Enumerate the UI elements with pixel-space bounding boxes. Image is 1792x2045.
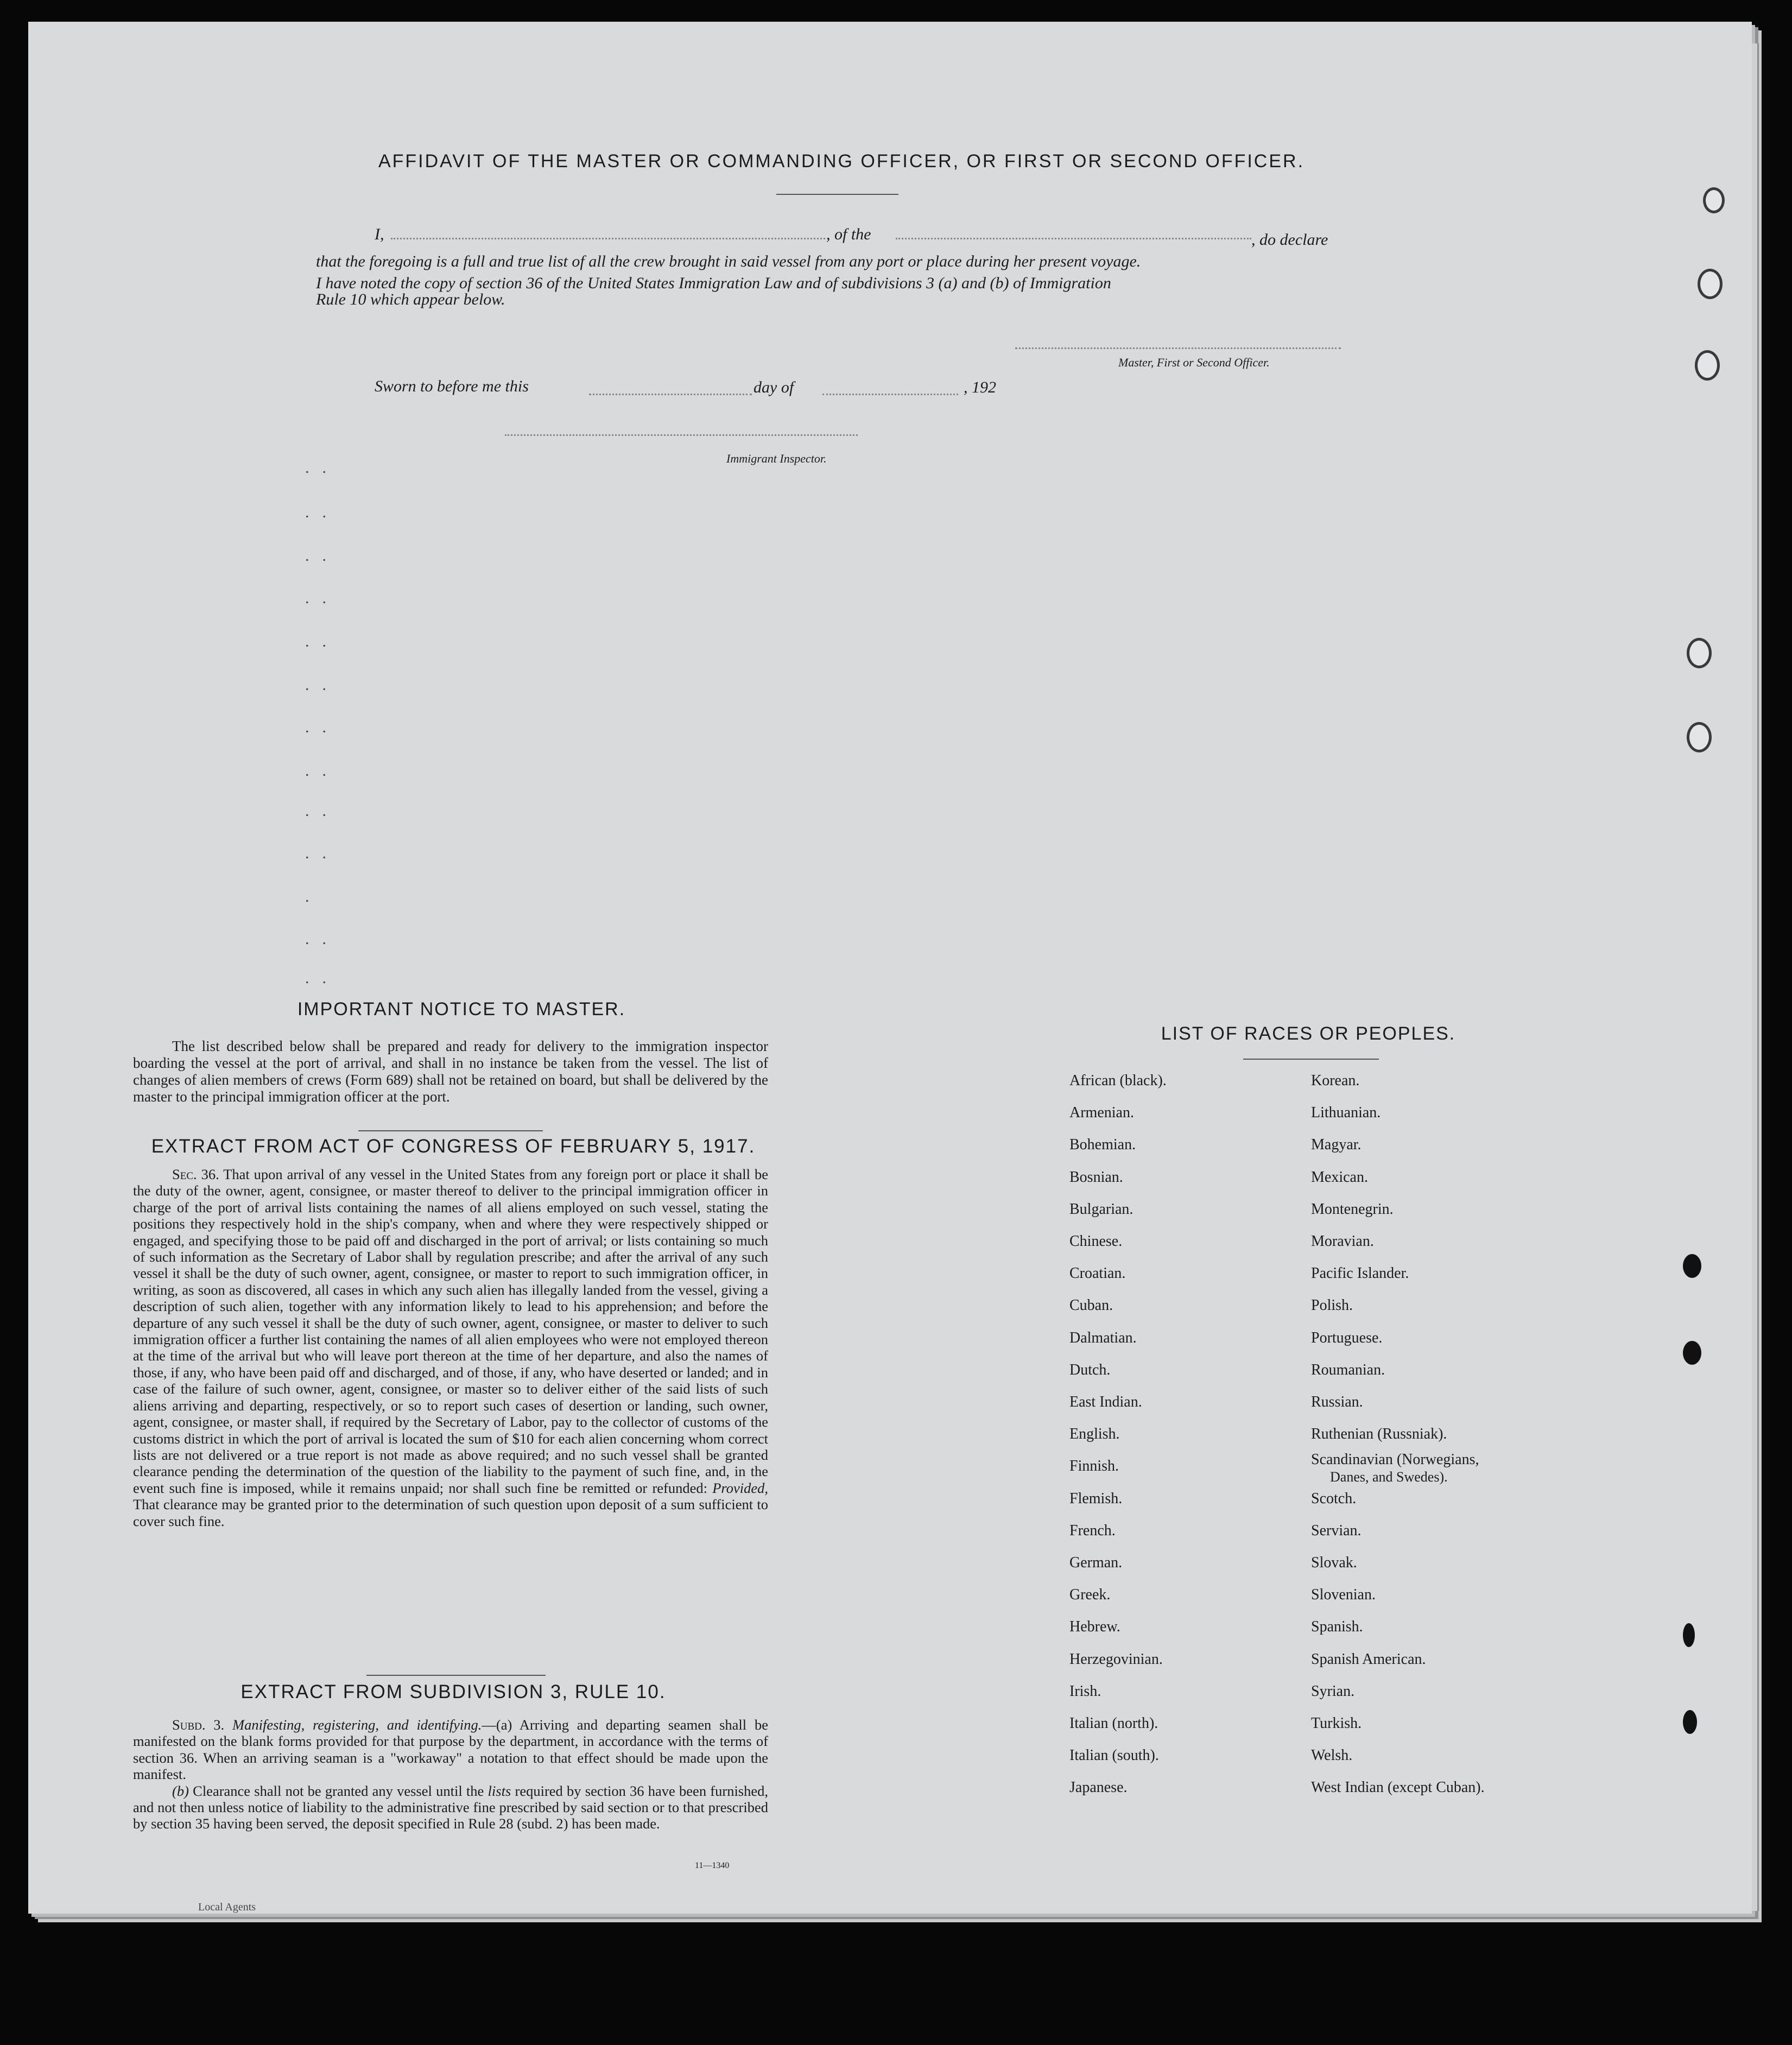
race-item: Portuguese. — [1311, 1329, 1383, 1346]
race-item: Roumanian. — [1311, 1361, 1385, 1378]
affidavit-title: AFFIDAVIT OF THE MASTER OR COMMANDING OFFICER, OR FIRST OR SECOND OFFICER. — [378, 151, 1305, 172]
act-body-text: That upon arrival of any vessel in the United States from any foreign port or place it shall be the duty of the owner, agent, consignee, or master thereof to deliver to the principal immigration officer in charge of the port of arrival lists containing the names of all aliens employed on such vessel, stating the positions they respectively hold in the ship's company, when and where they were respectively shipped or engaged, and specifying those to be paid off and discharged in the port of arrival; or lists containing so much of such information as the Secretary of Labor shall by regulation prescribe; and after the arrival of any such vessel it shall be the duty of such owner, agent, consignee, or master to report to such immigration officer, in writing, as soon as discovered, all cases in which any such alien has illegally landed from the vessel, giving a description of such alien, together with any information likely to lead to his apprehension; and before the departure of any such vessel it shall be the duty of such owner, agent, consignee, or master to deliver to such immigration officer a further list containing the names of all alien employees who were not employed thereon at the time of the arrival but who will leave port thereon at the time of her departure, and also the names of those, if any, who have been paid off and discharged, and of those, if any, who have deserted or landed; and in case of the failure of such owner, agent, consignee, or master so to deliver either of the said lists of such aliens arriving and departing, respectively, or so to report such cases of desertion or landing, such owner, agent, consignee, or master shall, if required by the Secretary of Labor, pay to the collector of customs of the customs district in which the port of arrival is located the sum of $10 for each alien concerning whom correct lists are not delivered or a true report is not made as above required; and no such vessel shall be granted clearance pending the determination of the question of the liability to the payment of such fine, and, in the event such fine is imposed, while it remains unpaid; nor shall such fine be remitted or refunded: — [133, 1166, 768, 1496]
para-b-text-1: Clearance shall not be granted any vessel until the — [193, 1782, 484, 1799]
race-item: Slovenian. — [1311, 1586, 1376, 1604]
race-item: Herzegovinian. — [1069, 1650, 1163, 1668]
punch-hole — [1687, 638, 1712, 668]
race-item: Italian (south). — [1069, 1747, 1159, 1764]
subd-label: Subd. 3. — [172, 1717, 225, 1733]
name-blank — [391, 238, 825, 239]
race-item: African (black). — [1069, 1072, 1167, 1089]
race-item: Russian. — [1311, 1394, 1363, 1410]
affidavit-i-label: I, — [375, 225, 384, 243]
title-underline — [776, 194, 898, 195]
race-item: French. — [1069, 1522, 1116, 1539]
race-item: English. — [1069, 1426, 1120, 1443]
race-item: Bulgarian. — [1069, 1200, 1134, 1218]
race-item: Moravian. — [1311, 1233, 1374, 1250]
race-item: Croatian. — [1069, 1265, 1126, 1282]
race-item: Syrian. — [1311, 1682, 1355, 1700]
race-item: Montenegrin. — [1311, 1200, 1394, 1218]
rule-para-a — [133, 1717, 768, 1783]
sworn-day-blank — [589, 394, 752, 395]
affidavit-line-4: Rule 10 which appear below. — [316, 290, 505, 308]
act-extract-title: EXTRACT FROM ACT OF CONGRESS OF FEBRUARY 5, 1917. — [151, 1136, 756, 1157]
notice-body: The list described below shall be prepared and ready for delivery to the immigration inspector boarding the vessel at the port of arrival, and shall in no instance be taken from the vessel. The list of changes of alien members of crews (Form 689) shall not be retained on board, but shall be delivered by the master to the principal immigration officer at the port. — [133, 1038, 768, 1105]
para-b-text-2: required by section 36 have been furnished, and not then unless notice of liability to the administrative fine prescribed by said section or to that prescribed by section 35 having been served, the deposit specified in Rule 28 (subd. 2) has been made. — [133, 1782, 769, 1832]
race-item: Ruthenian (Russniak). — [1311, 1426, 1447, 1443]
race-item: Mexican. — [1311, 1168, 1368, 1186]
punch-hole-dark — [1683, 1623, 1695, 1647]
provided-word: Provided, — [712, 1479, 768, 1496]
rule-subdivision-3 — [133, 1717, 768, 1832]
race-item: German. — [1069, 1554, 1123, 1571]
race-item: Hebrew. — [1069, 1618, 1120, 1636]
punch-hole-dark — [1683, 1341, 1701, 1365]
year-label: , 192 — [964, 378, 996, 396]
vessel-blank — [896, 238, 1251, 239]
race-item: Finnish. — [1069, 1458, 1119, 1475]
race-item: Italian (north). — [1069, 1715, 1158, 1732]
sec-label: Sec. 36. — [172, 1166, 219, 1182]
race-item: East Indian. — [1069, 1394, 1142, 1410]
inspector-caption: Immigrant Inspector. — [726, 452, 827, 465]
act-section-36 — [133, 1166, 768, 1529]
race-item: Flemish. — [1069, 1490, 1123, 1507]
race-item: Turkish. — [1311, 1715, 1362, 1732]
race-item: Servian. — [1311, 1522, 1362, 1539]
local-agents-stamp: Local Agents — [198, 1901, 256, 1913]
race-item: Greek. — [1069, 1586, 1111, 1604]
race-item: Scotch. — [1311, 1490, 1357, 1507]
race-item: Spanish. — [1311, 1618, 1363, 1636]
form-code: 11—1340 — [695, 1861, 730, 1870]
race-item: Slovak. — [1311, 1554, 1357, 1571]
affidavit-line-2: that the foregoing is a full and true list of all the crew brought in said vessel from any port or place during her present voyage. — [316, 252, 1141, 270]
underlying-page-edge — [1752, 43, 1759, 1911]
inspector-signature-line — [505, 434, 858, 436]
punch-hole-dark — [1683, 1254, 1701, 1278]
notice-title: IMPORTANT NOTICE TO MASTER. — [297, 999, 626, 1020]
affidavit-of-the: , of the — [826, 225, 871, 243]
races-title: LIST OF RACES OR PEOPLES. — [1161, 1023, 1456, 1044]
race-item: Welsh. — [1311, 1747, 1353, 1764]
race-item: Spanish American. — [1311, 1650, 1426, 1668]
act-body-end: That clearance may be granted prior to the determination of such question upon deposit of a sum sufficient to cover such fine. — [133, 1496, 768, 1529]
rule-extract-title: EXTRACT FROM SUBDIVISION 3, RULE 10. — [240, 1681, 666, 1702]
race-item: Polish. — [1311, 1297, 1353, 1314]
manifest-page — [28, 22, 1752, 1914]
sworn-label: Sworn to before me this — [375, 377, 529, 395]
punch-hole-dark — [1683, 1710, 1697, 1734]
race-item: Magyar. — [1311, 1136, 1362, 1154]
race-item: Dalmatian. — [1069, 1329, 1137, 1346]
subd-heading: Manifesting, registering, and identifying. — [232, 1717, 482, 1733]
race-item: Lithuanian. — [1311, 1104, 1381, 1122]
race-item: Dutch. — [1069, 1361, 1111, 1378]
race-item: Japanese. — [1069, 1779, 1128, 1796]
punch-hole — [1698, 269, 1723, 299]
officer-signature-line — [1015, 347, 1341, 349]
para-b-lists: lists — [487, 1782, 511, 1799]
race-item: Bosnian. — [1069, 1168, 1123, 1186]
race-item: Armenian. — [1069, 1104, 1134, 1122]
officer-caption: Master, First or Second Officer. — [1118, 356, 1270, 369]
race-item: Cuban. — [1069, 1297, 1113, 1314]
month-blank — [822, 394, 958, 395]
punch-hole — [1687, 722, 1712, 752]
race-item: Bohemian. — [1069, 1136, 1136, 1154]
race-item: West Indian (except Cuban). — [1311, 1779, 1485, 1796]
race-item: Scandinavian (Norwegians, — [1311, 1451, 1479, 1468]
race-item: Chinese. — [1069, 1233, 1123, 1250]
race-item: Korean. — [1311, 1072, 1360, 1089]
para-a-text: —(a) Arriving and departing seamen shall be manifested on the blank forms provided for that purpose by the department, in accordance with the terms of section 36. When an arriving seaman is a "workaway" a notation to that effect should be made upon the manifest. — [133, 1717, 768, 1783]
day-of-label: day of — [753, 378, 794, 396]
rule-para-b — [133, 1783, 768, 1832]
affidavit-line-3: I have noted the copy of section 36 of the United States Immigration Law and of subdivisions 3 (a) and (b) of Immigration — [316, 274, 1111, 292]
notice-divider — [358, 1130, 543, 1131]
races-underline — [1243, 1059, 1379, 1060]
act-divider — [366, 1675, 546, 1676]
punch-hole — [1703, 187, 1725, 213]
race-item: Irish. — [1069, 1682, 1101, 1700]
race-item: Pacific Islander. — [1311, 1265, 1409, 1282]
race-scandinavian-continued: Danes, and Swedes). — [1330, 1469, 1448, 1485]
affidavit-do-declare: , do declare — [1251, 231, 1328, 249]
para-b-label: (b) — [172, 1782, 189, 1799]
punch-hole — [1695, 350, 1720, 381]
